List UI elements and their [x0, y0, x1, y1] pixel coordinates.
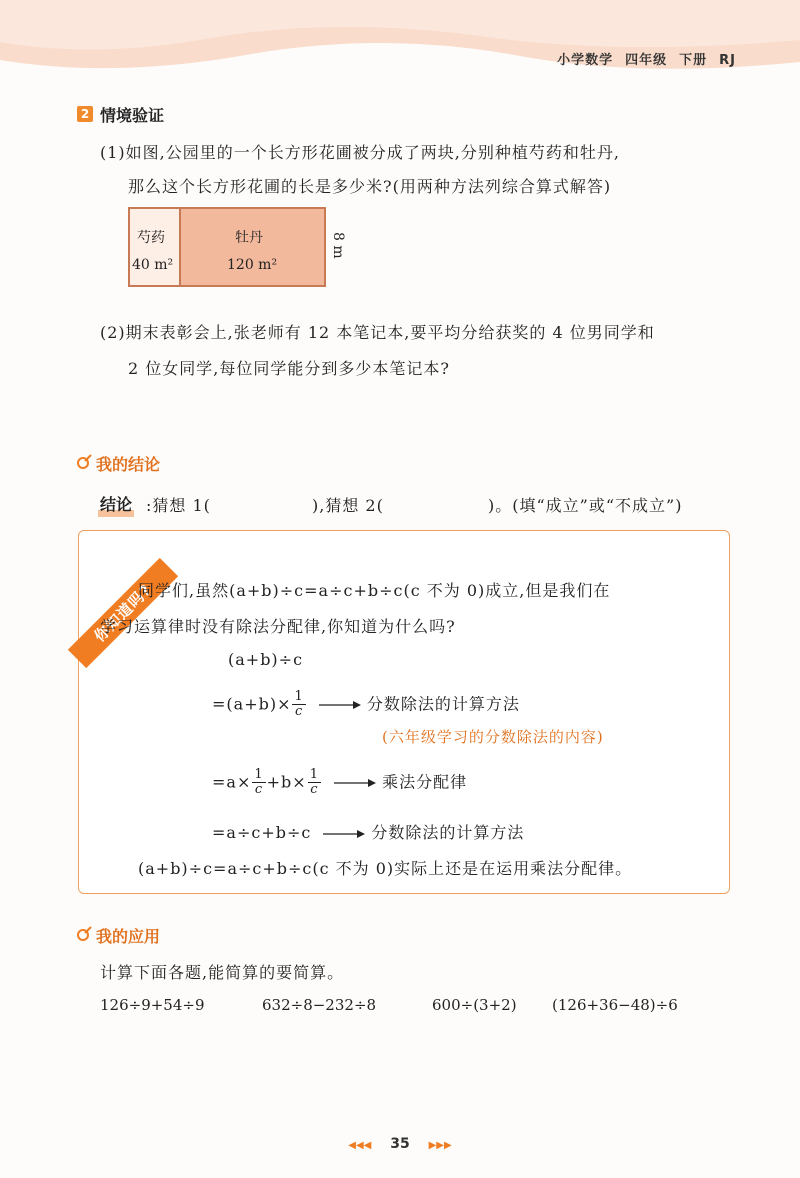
dyk-step1-prefix: =(a+b)×: [212, 694, 292, 714]
right-plot-name: 牡丹: [235, 230, 263, 246]
fraction-one-over-c: [252, 768, 265, 798]
problem-3: 600÷(3+2): [432, 996, 517, 1014]
section-title: 情境验证: [100, 106, 165, 125]
dyk-step2-note: 乘法分配律: [382, 772, 468, 792]
dyk-step3-note: 分数除法的计算方法: [371, 823, 525, 842]
fraction-denominator: c: [294, 704, 304, 720]
left-plot-area: 40 m²: [132, 257, 174, 273]
arrow-right-icon: [332, 778, 378, 788]
dyk-step2-a: =a×: [212, 772, 252, 792]
conclusion-heading: 我的结论: [96, 455, 161, 474]
application-heading: 我的应用: [96, 927, 161, 946]
pencil-icon: [76, 454, 92, 470]
header-grade: 四年级: [625, 53, 668, 68]
arrow-right-icon: [317, 700, 363, 710]
dyk-step1: [212, 690, 520, 720]
page-header: [545, 49, 736, 68]
conclusion-label: 结论: [100, 492, 132, 515]
fraction-one-over-c: [308, 768, 321, 798]
header-volume: 下册: [679, 53, 708, 68]
question2-line1: (2)期末表彰会上,张老师有 12 本笔记本,要平均分给获奖的 4 位男同学和: [100, 323, 655, 342]
header-band: [0, 0, 800, 80]
dyk-step1-note: 分数除法的计算方法: [366, 694, 520, 714]
application-instruction: 计算下面各题,能简算的要简算。: [100, 963, 345, 982]
dyk-step3-expr: =a÷c+b÷c: [212, 823, 312, 842]
question2-line2: 2 位女同学,每位同学能分到多少本笔记本?: [128, 359, 450, 378]
question1-line1: (1)如图,公园里的一个长方形花圃被分成了两块,分别种植芍药和牡丹,: [100, 143, 620, 162]
dyk-step1-subnote: (六年级学习的分数除法的内容): [382, 728, 604, 746]
header-subject: 小学数学: [557, 53, 614, 68]
problem-1: 126÷9+54÷9: [100, 996, 205, 1014]
conclusion-part-b: ),猜想 2(: [312, 496, 384, 515]
flowerbed-divider: [179, 209, 181, 285]
question1-line2: 那么这个长方形花圃的长是多少米?(用两种方法列综合算式解答): [128, 177, 612, 196]
fraction-numerator: 1: [309, 767, 319, 782]
dyk-step2: [212, 768, 467, 798]
fraction-numerator: 1: [254, 767, 264, 782]
fraction-one-over-c: [292, 690, 305, 720]
dyk-intro-line2: 学习运算律时没有除法分配律,你知道为什么吗?: [100, 617, 456, 636]
dyk-step2-b: +b×: [266, 772, 307, 792]
triangles-right-icon: ▶▶▶: [428, 1140, 452, 1151]
problem-2: 632÷8−232÷8: [262, 996, 377, 1014]
page-number: 35: [390, 1136, 410, 1152]
right-plot-area: 120 m²: [227, 257, 278, 273]
dyk-step3: [212, 820, 524, 843]
flowerbed-figure: [128, 207, 326, 287]
peony-left-region: [130, 209, 179, 285]
arrow-right-icon: [321, 829, 367, 839]
page-footer: [0, 1136, 800, 1152]
section-number-badge: 2: [77, 106, 93, 122]
did-you-know-ribbon: 你知道吗?: [68, 558, 178, 668]
dyk-intro-line1: 同学们,虽然(a+b)÷c=a÷c+b÷c(c 不为 0)成立,但是我们在: [138, 581, 611, 600]
problem-4: (126+36−48)÷6: [552, 996, 678, 1014]
header-edition: RJ: [719, 53, 736, 68]
left-plot-name: 芍药: [137, 230, 165, 246]
fraction-denominator: c: [310, 782, 319, 798]
dyk-final: (a+b)÷c=a÷c+b÷c(c 不为 0)实际上还是在运用乘法分配律。: [138, 859, 633, 878]
dyk-step0: (a+b)÷c: [228, 650, 304, 669]
pencil-icon: [76, 926, 92, 942]
fraction-numerator: 1: [294, 689, 304, 704]
conclusion-part-a: :猜想 1(: [146, 496, 211, 515]
triangles-left-icon: ◀◀◀: [348, 1140, 372, 1151]
conclusion-part-c: )。(填“成立”或“不成立”): [488, 496, 683, 515]
width-label: 8 m: [330, 232, 346, 259]
fraction-denominator: c: [254, 782, 264, 798]
